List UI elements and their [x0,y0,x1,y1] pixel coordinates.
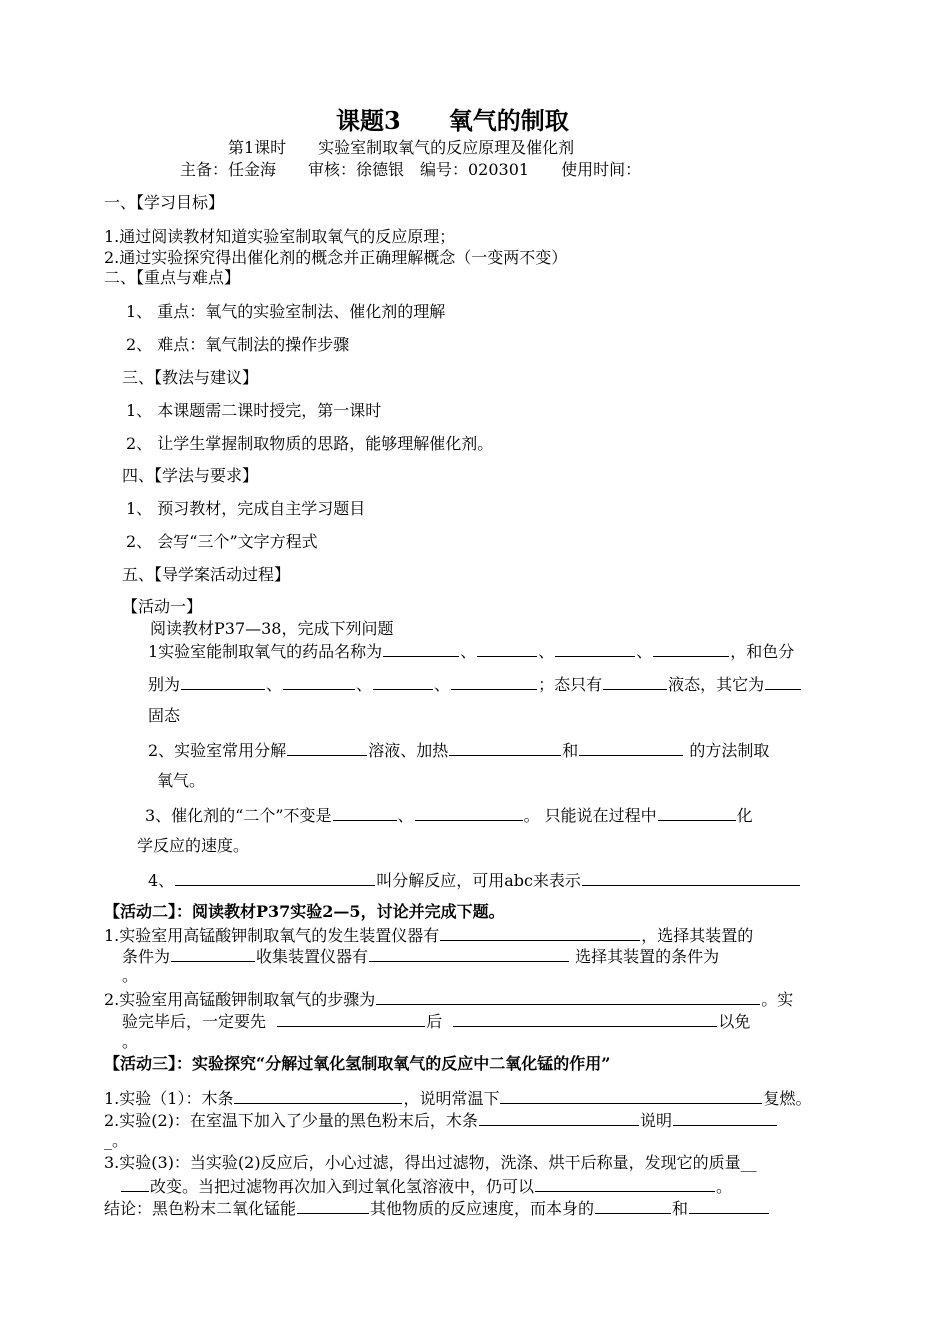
question-a2-2-cont [122,1010,750,1032]
question-text: 2.实验室用高锰酸钾制取氧气的步骤为 [104,990,376,1009]
answer-blank[interactable] [689,1197,769,1214]
question-text: 条件为 [122,947,171,966]
answer-blank[interactable] [603,673,667,690]
question-text: 和 [562,741,579,760]
question-text: 别为 [148,675,181,694]
answer-blank[interactable] [277,1010,425,1027]
separator: 、 [266,675,283,694]
question-text: 1.实验（1）：木条 [104,1089,234,1108]
conclusion [104,1197,770,1219]
question-text: 1.实验室用高锰酸钾制取氧气的发生装置仪器有 [104,926,440,945]
section-heading-teaching: 三、【教法与建议】 [122,368,259,387]
answer-blank[interactable] [453,1010,717,1027]
answer-blank[interactable] [555,640,635,657]
key-point-item: 1、 重点：氧气的实验室制法、催化剂的理解 [126,302,446,321]
question-a1-1 [148,640,794,662]
question-text: ，选择其装置的 [641,926,754,945]
lesson-subtitle: 第1课时 实验室制取氧气的反应原理及催化剂 [228,138,575,157]
question-text: 液态，其它为 [668,675,765,694]
question-a1-2 [148,739,769,761]
question-text: 3、催化剂的“二个”不变是 [145,806,332,825]
answer-blank[interactable] [383,640,459,657]
question-text: 以免 [718,1012,751,1031]
question-a2-1 [104,924,753,946]
answer-blank[interactable] [234,1087,402,1104]
separator: 、 [397,806,414,825]
answer-blank[interactable] [121,1175,149,1192]
answer-blank[interactable] [373,673,433,690]
answer-blank[interactable] [171,945,255,962]
activity-one-intro: 阅读教材P37—38，完成下列问题 [150,619,394,638]
answer-blank[interactable] [175,869,375,886]
question-a3-1 [104,1087,811,1109]
question-text: ，说明常温下 [403,1089,500,1108]
teaching-item: 1、 本课题需二课时授完，第一课时 [126,401,382,420]
answer-blank[interactable] [449,739,561,756]
question-text: 。 只能说在过程中 [523,806,657,825]
key-point-item: 2、 难点：氧气制法的操作步骤 [126,335,350,354]
answer-blank[interactable] [297,1197,369,1214]
answer-blank[interactable] [582,869,800,886]
objective-item: 2.通过实验探究得出催化剂的概念并正确理解概念（一变两不变） [104,248,568,267]
section-heading-learning: 四、【学法与要求】 [122,466,259,485]
question-text: 化 [736,806,753,825]
question-text: 验完毕后，一定要先 [122,1012,267,1031]
question-text: 的方法制取 [689,741,770,760]
question-a1-3 [145,804,753,826]
answer-blank[interactable] [595,1197,671,1214]
answer-blank[interactable] [369,945,569,962]
separator: 、 [434,675,451,694]
question-a1-4 [148,869,801,891]
conclusion-text: 其他物质的反应速度，而本身的 [370,1199,595,1218]
answer-blank[interactable] [415,804,523,821]
answer-blank[interactable] [287,739,367,756]
answer-blank[interactable] [333,804,397,821]
question-text: 溶液、加热 [368,741,449,760]
question-a2-2 [104,988,793,1010]
question-a3-2-end: _。 [104,1131,129,1150]
answer-blank[interactable] [579,739,683,756]
teaching-item: 2、 让学生掌握制取物质的思路，能够理解催化剂。 [126,434,494,453]
answer-blank[interactable] [765,673,801,690]
question-a3-3-cont [120,1175,732,1197]
question-a3-3: 3.实验(3)：当实验(2)反应后，小心过滤，得出过滤物，洗涤、烘干后称量，发现它的质量__ [104,1153,757,1172]
objective-item: 1.通过阅读教材知道实验室制取氧气的反应原理； [104,227,456,246]
section-heading-objectives: 一、【学习目标】 [104,193,225,212]
answer-blank[interactable] [535,1175,715,1192]
author-meta: 主备：任金海 审核：徐德银 编号：020301 使用时间： [180,160,642,179]
question-text: 改变。当把过滤物再次加入到过氧化氢溶液中，仍可以 [150,1177,535,1196]
question-a2-1-end: 。 [122,966,139,985]
separator: 、 [356,675,373,694]
question-text: ，和色分 [730,642,795,661]
question-a2-2-end: 。 [122,1032,139,1051]
answer-blank[interactable] [376,988,760,1005]
page-title: 课题3 氧气的制取 [336,106,569,135]
question-text: 叫分解反应，可用abc来表示 [376,871,581,890]
section-heading-key-points: 二、【重点与难点】 [104,268,241,287]
question-a2-1-cont [122,945,719,967]
question-text: 。 [716,1177,733,1196]
activity-one-heading: 【活动一】 [122,597,203,616]
question-text: 选择其装置的条件为 [575,947,720,966]
answer-blank[interactable] [653,640,729,657]
activity-two-heading: 【活动二】：阅读教材P37实验2—5，讨论并完成下题。 [104,902,505,921]
answer-blank[interactable] [181,673,265,690]
separator: 、 [460,642,477,661]
separator: 、 [538,642,555,661]
answer-blank[interactable] [479,1109,639,1126]
question-text: 4、 [148,871,175,890]
section-heading-activities: 五、【导学案活动过程】 [122,565,291,584]
question-text: 。实 [761,990,794,1009]
answer-blank[interactable] [283,673,355,690]
answer-blank[interactable] [440,924,640,941]
question-text: 后 [426,1012,443,1031]
question-text: 说明 [639,1111,672,1130]
separator: 、 [636,642,653,661]
question-text: 2.实验(2)：在室温下加入了少量的黑色粉末后，木条 [104,1111,478,1130]
question-a1-1-end: 固态 [148,706,181,725]
activity-three-heading: 【活动三】：实验探究“分解过氧化氢制取氧气的反应中二氧化锰的作用” [104,1054,611,1073]
answer-blank[interactable] [658,804,736,821]
question-text: 2、实验室常用分解 [148,741,287,760]
learning-item: 2、 会写“三个”文字方程式 [126,532,318,551]
question-a1-3-cont: 学反应的速度。 [137,836,250,855]
answer-blank[interactable] [477,640,537,657]
question-text: 复燃。 [763,1089,812,1108]
answer-blank[interactable] [500,1087,762,1104]
conclusion-text: 结论：黑色粉末二氧化锰能 [104,1199,297,1218]
learning-item: 1、 预习教材，完成自主学习题目 [126,499,366,518]
answer-blank[interactable] [451,673,537,690]
question-a3-2 [104,1109,778,1131]
question-a1-1-cont [148,673,802,695]
question-text: ；态只有 [538,675,603,694]
question-a1-2-cont: 氧气。 [157,771,206,790]
question-text: 1实验室能制取氧气的药品名称为 [148,642,383,661]
conclusion-text: 和 [672,1199,689,1218]
question-text: 收集装置仪器有 [256,947,369,966]
answer-blank[interactable] [673,1109,777,1126]
